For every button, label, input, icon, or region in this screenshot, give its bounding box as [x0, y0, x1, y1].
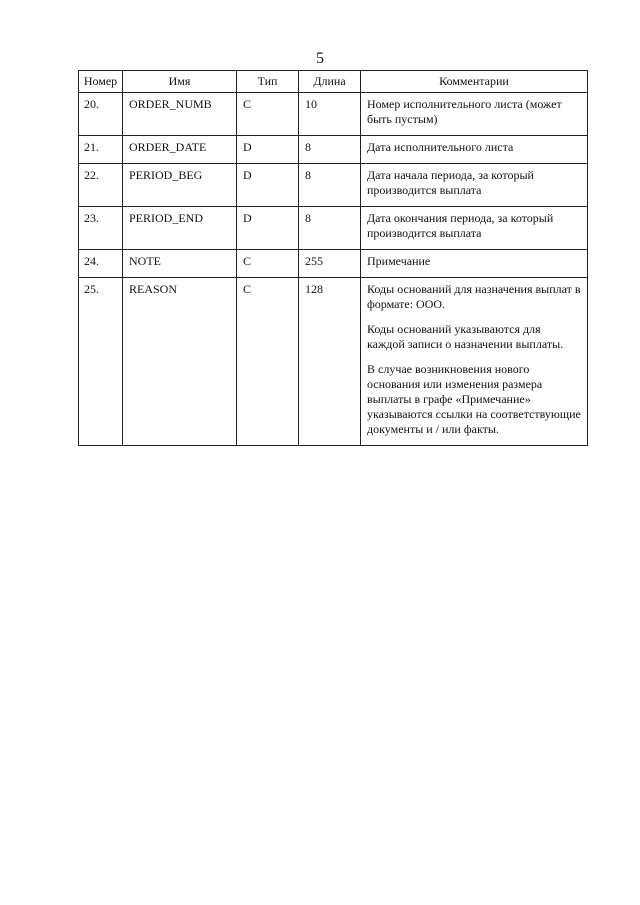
cell-comment — [361, 250, 588, 278]
cell-name: REASON — [123, 278, 237, 446]
header-length: Длина — [299, 71, 361, 93]
cell-length: 8 — [299, 164, 361, 207]
cell-length: 128 — [299, 278, 361, 446]
comment-paragraph: В случае возникновения нового основания или изменения размера выплаты в графе «Примечание» указываются ссылки на соответствующие документы и / или факты. — [367, 362, 581, 436]
cell-length: 8 — [299, 136, 361, 164]
table-row — [79, 278, 588, 446]
cell-comment — [361, 164, 588, 207]
table-header-row — [79, 71, 588, 93]
cell-type: C — [237, 250, 299, 278]
table-row — [79, 250, 588, 278]
cell-length: 255 — [299, 250, 361, 278]
comment-paragraph: Номер исполнительного листа (может быть пустым) — [367, 97, 562, 126]
comment-paragraph: Дата окончания периода, за который производится выплата — [367, 211, 554, 240]
cell-name: ORDER_NUMB — [123, 93, 237, 136]
comment-paragraph: Примечание — [367, 254, 431, 268]
comment-paragraph: Дата начала периода, за который производится выплата — [367, 168, 534, 197]
table-row — [79, 136, 588, 164]
table-row — [79, 164, 588, 207]
comment-paragraph: Коды оснований указываются для каждой записи о назначении выплаты. — [367, 322, 564, 351]
cell-type: C — [237, 278, 299, 446]
cell-name: PERIOD_BEG — [123, 164, 237, 207]
header-name: Имя — [123, 71, 237, 93]
comment-paragraph: Коды оснований для назначения выплат в формате: ООО. — [367, 282, 581, 311]
table-row — [79, 93, 588, 136]
cell-comment — [361, 278, 588, 446]
table-row — [79, 207, 588, 250]
header-comment: Комментарии — [361, 71, 588, 93]
cell-comment — [361, 207, 588, 250]
cell-comment — [361, 93, 588, 136]
page-number: 5 — [316, 50, 324, 67]
header-num: Номер — [79, 71, 123, 93]
cell-num: 23. — [79, 207, 123, 250]
field-spec-table — [78, 70, 588, 446]
cell-num: 21. — [79, 136, 123, 164]
header-type: Тип — [237, 71, 299, 93]
cell-comment — [361, 136, 588, 164]
cell-type: D — [237, 136, 299, 164]
cell-type: D — [237, 207, 299, 250]
cell-name: NOTE — [123, 250, 237, 278]
cell-length: 10 — [299, 93, 361, 136]
cell-type: C — [237, 93, 299, 136]
cell-num: 22. — [79, 164, 123, 207]
cell-name: ORDER_DATE — [123, 136, 237, 164]
cell-length: 8 — [299, 207, 361, 250]
cell-num: 20. — [79, 93, 123, 136]
cell-name: PERIOD_END — [123, 207, 237, 250]
cell-num: 25. — [79, 278, 123, 446]
comment-paragraph: Дата исполнительного листа — [367, 140, 514, 154]
cell-num: 24. — [79, 250, 123, 278]
cell-type: D — [237, 164, 299, 207]
